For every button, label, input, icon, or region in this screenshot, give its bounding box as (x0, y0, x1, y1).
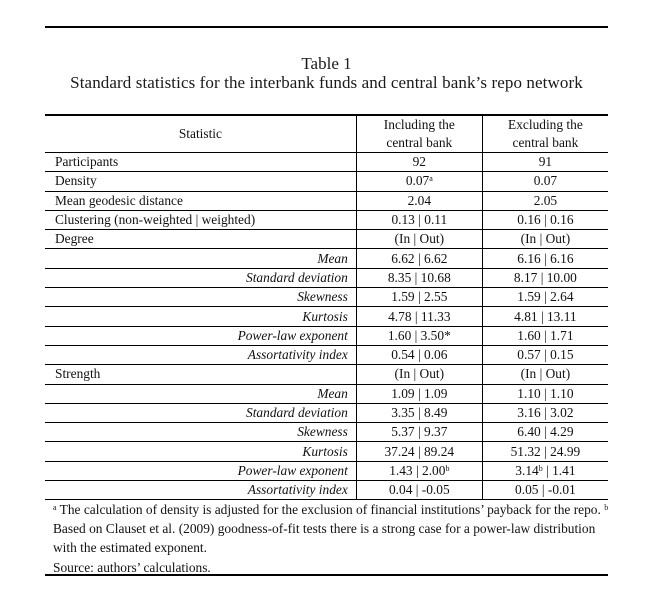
table-row (45, 268, 608, 287)
header-including-line2: central bank (386, 135, 453, 150)
excluding-value (482, 307, 608, 326)
including-value (356, 345, 482, 364)
row-label: Standard deviation (45, 268, 356, 287)
excluding-value (482, 326, 608, 345)
footnote-a-marker: a (53, 503, 57, 512)
including-value-text: 6.62 | 6.62 (391, 250, 448, 266)
row-label: Standard deviation (45, 403, 356, 422)
including-value-text: 0.13 | 0.11 (391, 212, 448, 228)
including-value (356, 172, 482, 191)
row-label: Degree (45, 230, 356, 249)
row-label: Clustering (non-weighted | weighted) (45, 210, 356, 229)
including-value (356, 288, 482, 307)
header-excluding-line2: central bank (512, 135, 579, 150)
including-value (356, 191, 482, 210)
row-label: Mean (45, 249, 356, 268)
excluding-value-text: 3.16 | 3.02 (517, 405, 574, 420)
excluding-value-tail: | 1.41 (542, 462, 576, 478)
row-label: Power-law exponent (45, 326, 356, 345)
table-row (45, 210, 608, 229)
including-value (356, 423, 482, 442)
table-row (45, 384, 608, 403)
table-row (45, 326, 608, 345)
statistics-table (45, 114, 608, 500)
excluding-value-text: 2.05 (533, 192, 558, 208)
footnote-marker: a (429, 174, 433, 184)
footnote-marker: b (445, 463, 450, 473)
including-value-text: 0.54 | 0.06 (391, 347, 448, 363)
table-row (45, 230, 608, 249)
including-value-text: 2.04 (407, 192, 432, 208)
excluding-value-text: 0.57 | 0.15 (517, 347, 574, 363)
including-value (356, 307, 482, 326)
excluding-value-text: 1.59 | 2.64 (517, 289, 574, 305)
footnote-b-text: Based on Clauset et al. (2009) goodness-of-fit tests there is a strong case for a power-law distribution with the estimated exponent. (53, 521, 596, 556)
table-row (45, 442, 608, 461)
excluding-value-text: 8.17 | 10.00 (513, 269, 577, 285)
excluding-value (482, 384, 608, 403)
table-row (45, 481, 608, 500)
excluding-value (482, 230, 608, 249)
including-value-text: 0.04 | -0.05 (388, 482, 450, 498)
table-row (45, 403, 608, 422)
excluding-value (482, 288, 608, 307)
including-value (356, 403, 482, 422)
including-value (356, 384, 482, 403)
including-value (356, 481, 482, 500)
including-value-text: 1.09 | 1.09 (391, 385, 448, 401)
including-value (356, 461, 482, 480)
excluding-value-text: 51.32 | 24.99 (510, 443, 581, 459)
excluding-value-text: (In | Out) (520, 231, 571, 247)
including-value-text: 3.35 | 8.49 (391, 405, 448, 420)
table-row (45, 172, 608, 191)
header-statistic: Statistic (45, 115, 356, 153)
row-label: Mean (45, 384, 356, 403)
including-value (356, 365, 482, 384)
excluding-value-text: 6.16 | 6.16 (517, 250, 574, 266)
excluding-value-text: 1.60 | 1.71 (517, 327, 574, 343)
including-value (356, 153, 482, 172)
row-label: Kurtosis (45, 442, 356, 461)
including-value (356, 268, 482, 287)
table-row (45, 423, 608, 442)
row-label: Power-law exponent (45, 461, 356, 480)
table-number: Table 1 (301, 54, 352, 73)
table-title: Standard statistics for the interbank funds and central bank’s repo network (70, 73, 583, 92)
including-value-text: 37.24 | 89.24 (384, 443, 455, 459)
including-value-text: 1.60 | 3.50* (387, 327, 451, 343)
excluding-value (482, 461, 608, 480)
excluding-value (482, 365, 608, 384)
including-value-text: (In | Out) (394, 366, 445, 382)
excluding-value (482, 153, 608, 172)
footnote-marker: b (538, 463, 543, 473)
excluding-value (482, 442, 608, 461)
excluding-value (482, 210, 608, 229)
table-row (45, 288, 608, 307)
excluding-value (482, 191, 608, 210)
table-row (45, 365, 608, 384)
bottom-rule (45, 574, 608, 576)
excluding-value-text: 0.16 | 0.16 (517, 212, 574, 228)
footnote-a-text: The calculation of density is adjusted for the exclusion of financial institutions’ payback for the repo. (56, 502, 605, 517)
table-header-row (45, 115, 608, 153)
excluding-value (482, 249, 608, 268)
table-row (45, 153, 608, 172)
excluding-value (482, 172, 608, 191)
row-label: Density (45, 172, 356, 191)
table-row (45, 307, 608, 326)
including-value (356, 210, 482, 229)
header-including-central-bank (356, 115, 482, 153)
including-value-text: 1.43 | 2.00 (389, 462, 446, 478)
including-value-text: 8.35 | 10.68 (387, 269, 451, 285)
excluding-value-text: 3.14 (515, 462, 539, 478)
source-note: Source: authors’ calculations. (53, 559, 211, 575)
header-excluding-central-bank (482, 115, 608, 153)
header-including-line1: Including the (383, 117, 455, 132)
row-label: Skewness (45, 288, 356, 307)
table-row (45, 345, 608, 364)
excluding-value (482, 345, 608, 364)
table-body (45, 153, 608, 500)
row-label: Mean geodesic distance (45, 191, 356, 210)
row-label: Strength (45, 365, 356, 384)
footnote-b-marker: b (604, 503, 609, 512)
including-value (356, 326, 482, 345)
excluding-value-text: 4.81 | 13.11 (514, 308, 577, 324)
including-value-text: 0.07 (405, 173, 430, 189)
excluding-value (482, 423, 608, 442)
excluding-value-text: (In | Out) (520, 366, 571, 382)
table-row (45, 249, 608, 268)
table-row (45, 461, 608, 480)
including-value (356, 249, 482, 268)
top-rule (45, 26, 608, 28)
including-value-text: 5.37 | 9.37 (391, 424, 448, 440)
header-excluding-line1: Excluding the (508, 117, 583, 132)
excluding-value (482, 403, 608, 422)
row-label: Assortativity index (45, 345, 356, 364)
excluding-value-text: 91 (538, 154, 553, 170)
excluding-value-text: 1.10 | 1.10 (517, 385, 574, 401)
including-value (356, 442, 482, 461)
including-value-text: 1.59 | 2.55 (391, 289, 448, 305)
excluding-value-text: 0.05 | -0.01 (515, 482, 576, 498)
row-label: Participants (45, 153, 356, 172)
row-label: Kurtosis (45, 307, 356, 326)
row-label: Skewness (45, 423, 356, 442)
excluding-value (482, 481, 608, 500)
excluding-value-text: 6.40 | 4.29 (517, 424, 574, 440)
footnotes (53, 500, 609, 577)
including-value-text: 92 (412, 154, 426, 170)
including-value-text: (In | Out) (394, 231, 445, 247)
including-value (356, 230, 482, 249)
including-value-text: 4.78 | 11.33 (388, 308, 451, 324)
table-row (45, 191, 608, 210)
excluding-value (482, 268, 608, 287)
excluding-value-text: 0.07 (533, 173, 558, 189)
row-label: Assortativity index (45, 481, 356, 500)
footnote-paragraph (53, 500, 609, 558)
